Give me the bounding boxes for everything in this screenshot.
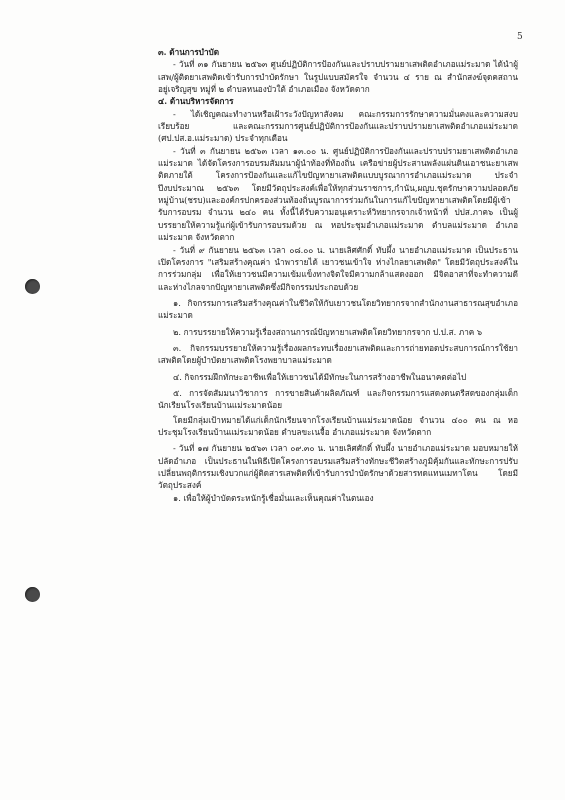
document-body [158,46,518,504]
paragraph: - วันที่ ๑๗ กันยายน ๒๕๖๓ เวลา ๐๙.๓๐ น. นายเลิศศักดิ์ ทับผึ้ง นายอำเภอแม่ระมาด มอบหมายให้ปลัดอำเภอ เป็นประธานในพิธีเปิดโครงการอบรมเสริมสร้างทักษะชีวิตสร้างภูมิคุ้มกันและทักษะการปรับเปลี่ยนพฤติกรรมเชิงบวกแก่ผู้ติดสารเสพติดที่เข้ารับการบำบัดรักษาด้วยสารทดแทนเมทาโดน โดยมีวัตถุประสงค์ [158,443,518,491]
paragraph: ๔. กิจกรรมฝึกทักษะอาชีพเพื่อให้เยาวชนได้มีทักษะในการสร้างอาชีพในอนาคตต่อไป [173,371,467,382]
paragraph: ๒. การบรรยายให้ความรู้เรื่องสถานการณ์ปัญหายาเสพติดโดยวิทยากรจาก ป.ป.ส. ภาค ๖ [173,326,483,337]
paragraph: ๑. เพื่อให้ผู้บำบัดตระหนักรู้เชื่อมั่นและเห็นคุณค่าในตนเอง [173,492,374,503]
paragraph: - วันที่ ๓๑ กันยายน ๒๕๖๓ ศูนย์ปฏิบัติการป้องกันและปราบปรามยาเสพติดอำเภอแม่ระมาด ได้นำผู้เสพ/ผู้ติดยาเสพติดเข้ารับการบำบัดรักษา ในรูปแบบสมัครใจ จำนวน ๔ ราย ณ สำนักสงฆ์จุดคสถานอยู่เจริญสุข หมู่ที่ ๒ ตำบลหนองบัวใต้ อำเภอเมือง จังหวัดตาก [158,59,518,95]
paragraph: โดยมีกลุ่มเป้าหมายได้แก่เด็กนักเรียนจากโรงเรียนบ้านแม่ระมาดน้อย จำนวน ๔๐๐ คน ณ หอประชุมโรงเรียนบ้านแม่ระมาดน้อย ตำบลขะเนจื้อ อำเภอแม่ระมาด จังหวัดตาก [158,414,518,437]
paragraph: - วันที่ ๙ กันยายน ๒๕๖๓ เวลา ๐๘.๐๐ น. นายเลิศศักดิ์ ทับผึ้ง นายอำเภอแม่ระมาด เป็นประธานเปิดโครงการ "เสริมสร้างคุณค่า นำพารายได้ เยาวชนเข้าใจ ห่างไกลยาเสพติด" โดยมีวัตถุประสงค์ในการร่วมกลุ่ม เพื่อให้เยาวชนมีความเข้มแข็งทางจิตใจมีความกล้าแสดงออก มีจิตอาสาที่จะทำความดี และห่างไกลจากปัญหายาเสพติดซึ่งมีกิจกรรมประกอบด้วย [158,244,518,292]
punch-hole-icon [25,587,40,602]
punch-hole-icon [25,279,40,294]
paragraph: ๓. กิจกรรมบรรยายให้ความรู้เรื่องผลกระทบเรื่องยาเสพติดและการถ่ายทอดประสบการณ์การใช้ยาเสพติดโดยผู้บำบัดยาเสพติดโรงพยาบาลแม่ระมาด [158,342,518,366]
section-heading: ๓. ด้านการบำบัด [158,47,220,57]
paragraph: - ได้เชิญคณะทำงานหรือเฝ้าระวังปัญหาสังคม คณะกรรมการรักษาความมั่นคงและความสงบเรียบร้อย และคณะกรรมการศูนย์ปฏิบัติการป้องกันและปราบปรามยาเสพติดอำเภอแม่ระมาด (ศป.ปส.อ.แม่ระมาด) ประจำทุกเดือน [158,108,518,144]
paragraph: ๑. กิจกรรมการเสริมสร้างคุณค่าในชีวิตให้กับเยาวชนโดยวิทยากรจากสำนักงานสาธารณสุขอำเภอแม่ระมาด [158,297,518,321]
section-heading: ๔. ด้านบริหารจัดการ [158,96,234,107]
paragraph: ๕. การจัดสัมมนาวิชาการ การขายสินค้าผลิตภัณฑ์ และกิจกรรมการแสดงดนตรีสดของกลุ่มเด็กนักเรียนโรงเรียนบ้านแม่ระมาดน้อย [158,387,518,411]
page-number: 5 [517,32,523,42]
paragraph: - วันที่ ๓ กันยายน ๒๕๖๓ เวลา ๑๓.๐๐ น. ศูนย์ปฏิบัติการป้องกันและปราบปรามยาเสพติดอำเภอแม่ระมาด ได้จัดโครงการอบรมสัมมนาผู้นำท้องที่ท้องถิ่น เครือข่ายผู้ประสานพลังแผ่นดินเอาชนะยาเสพติดภายใต้ โครงการป้องกันและแก้ไขปัญหายาเสพติดแบบบูรณาการอำเภอแม่ระมาด ประจำปีงบประมาณ ๒๕๖๓ โดยมีวัตถุประสงค์เพื่อให้ทุกส่วนราชการ,กำนัน,ผญบ.ชุดรักษาความปลอดภัยหมู่บ้าน(ชรบ)และองค์กรปกครองส่วนท้องถิ่นบูรณาการร่วมกันในการแก้ไขปัญหายาเสพติดโดยมีผู้เข้ารับการอบรม จำนวน ๒๔๐ คน ทั้งนี้ได้รับความอนุเคราะห์วิทยากรจากเจ้าหน้าที่ ปปส.ภาค๖ เป็นผู้บรรยายให้ความรู้แก่ผู้เข้ารับการอบรมด้วย ณ หอประชุมอำเภอแม่ระมาด ตำบลแม่ระมาด อำเภอแม่ระมาด จังหวัดตาก [158,145,518,243]
